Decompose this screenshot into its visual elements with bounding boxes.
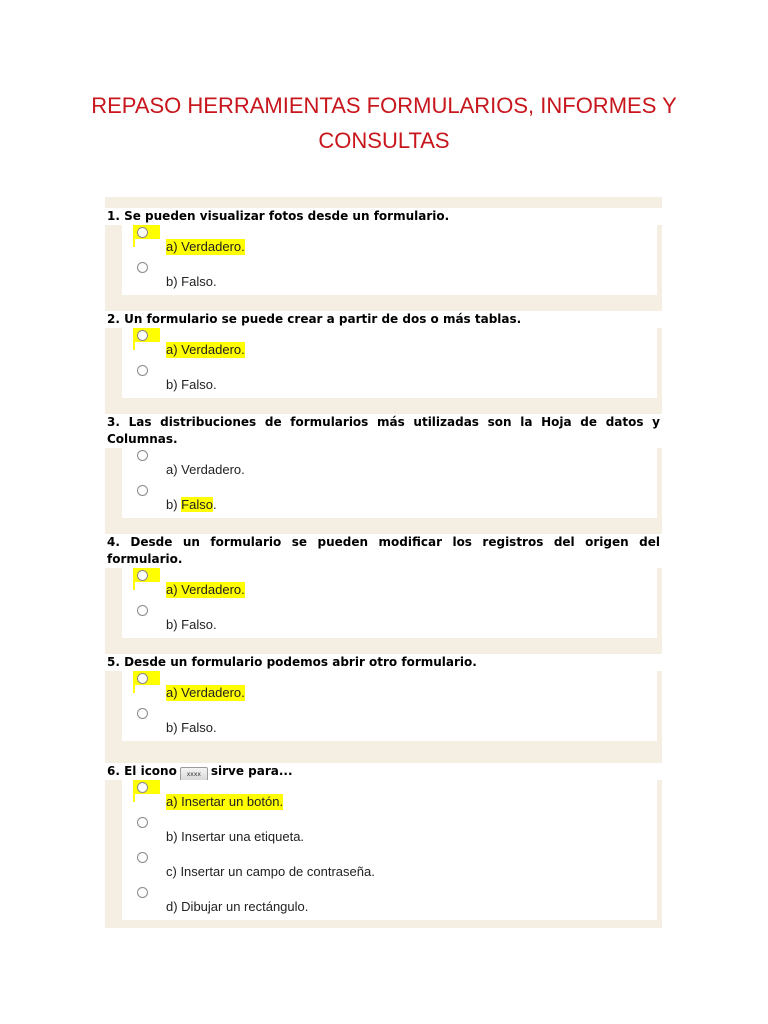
option-label: b) Falso. [166, 377, 217, 392]
question-1-option-a[interactable] [122, 225, 657, 260]
question-5-text: 5. Desde un formulario podemos abrir otro formulario. [105, 654, 662, 671]
button-control-icon: xxxx [180, 767, 208, 782]
option-label [166, 497, 217, 513]
question-3-option-a[interactable] [122, 448, 657, 483]
question-6-text-after: sirve para... [210, 764, 293, 778]
question-1-option-b[interactable] [122, 260, 657, 295]
option-label: a) Insertar un botón. [166, 794, 284, 809]
option-label: d) Dibujar un rectángulo. [166, 899, 309, 914]
option-label: b) Falso. [166, 720, 217, 735]
option-label: b) Falso. [166, 617, 217, 632]
option-label: c) Insertar un campo de contraseña. [166, 864, 375, 879]
radio-button[interactable] [137, 485, 148, 496]
question-6-text-before: 6. El icono [107, 764, 177, 778]
question-6-options [122, 780, 657, 920]
option-label: a) Verdadero. [166, 239, 245, 254]
option-label: a) Verdadero. [166, 685, 245, 700]
question-2-text: 2. Un formulario se puede crear a partir de dos o más tablas. [105, 311, 662, 328]
option-label: a) Verdadero. [166, 342, 245, 357]
question-4-text: 4. Desde un formulario se pueden modificar los registros del origen del formulario. [107, 535, 660, 566]
question-1-text: 1. Se pueden visualizar fotos desde un formulario. [105, 208, 662, 225]
radio-button[interactable] [137, 817, 148, 828]
radio-button[interactable] [137, 887, 148, 898]
question-2-option-a[interactable] [122, 328, 657, 363]
question-4-option-b[interactable] [122, 603, 657, 638]
question-4-option-a[interactable] [122, 568, 657, 603]
option-suffix: . [212, 497, 217, 512]
radio-button[interactable] [137, 330, 148, 341]
radio-button[interactable] [137, 605, 148, 616]
radio-button[interactable] [137, 365, 148, 376]
option-label: b) Falso. [166, 274, 217, 289]
highlighted-answer: Falso [181, 497, 213, 512]
question-6-text [105, 763, 662, 780]
question-5-option-a[interactable] [122, 671, 657, 706]
question-3-options [122, 448, 657, 518]
question-6-option-d[interactable] [122, 885, 657, 920]
question-2-option-b[interactable] [122, 363, 657, 398]
question-1-options [122, 225, 657, 295]
question-4-options [122, 568, 657, 638]
page-title-line-2: CONSULTAS [318, 128, 450, 153]
option-label: a) Verdadero. [166, 582, 245, 597]
question-6-option-a[interactable] [122, 780, 657, 815]
question-5-options [122, 671, 657, 741]
radio-button[interactable] [137, 262, 148, 273]
radio-button[interactable] [137, 227, 148, 238]
option-label: a) Verdadero. [166, 462, 245, 477]
page-title-line-1: REPASO HERRAMIENTAS FORMULARIOS, INFORMES Y [91, 93, 677, 118]
radio-button[interactable] [137, 450, 148, 461]
question-3-option-b[interactable] [122, 483, 657, 518]
page-title [0, 88, 768, 158]
question-5-option-b[interactable] [122, 706, 657, 741]
radio-button[interactable] [137, 708, 148, 719]
quiz-panel [105, 197, 662, 928]
radio-button[interactable] [137, 782, 148, 793]
radio-button[interactable] [137, 570, 148, 581]
question-6-option-c[interactable] [122, 850, 657, 885]
question-3-text: 3. Las distribuciones de formularios más utilizadas son la Hoja de datos y Columnas. [107, 415, 660, 446]
radio-button[interactable] [137, 852, 148, 863]
radio-button[interactable] [137, 673, 148, 684]
option-label: b) Insertar una etiqueta. [166, 829, 305, 844]
option-prefix: b) [166, 497, 182, 512]
question-2-options [122, 328, 657, 398]
question-6-option-b[interactable] [122, 815, 657, 850]
